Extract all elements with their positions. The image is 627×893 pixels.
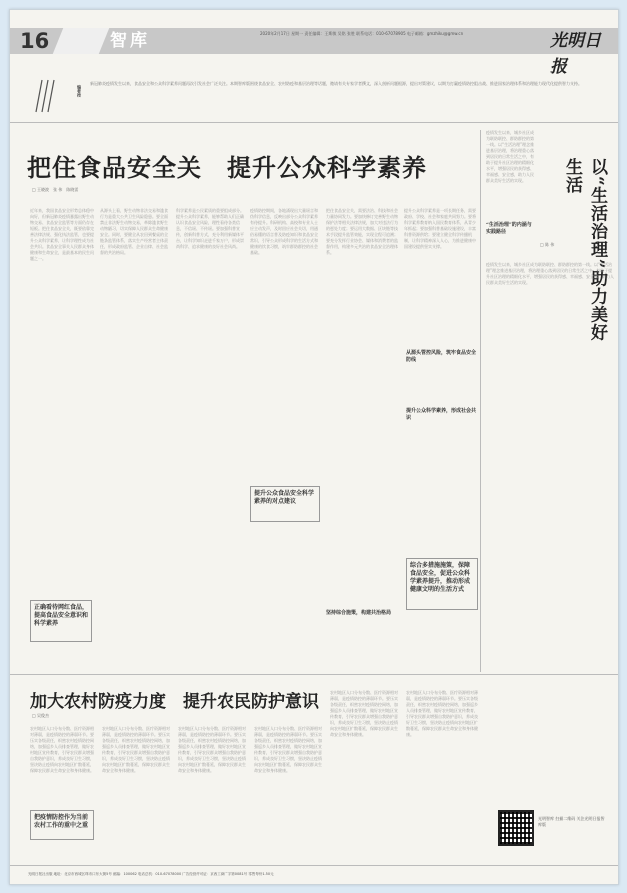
main-headline: 把住食品安全关 提升公众科学素养 bbox=[27, 153, 427, 182]
side-subhead: “生活治理”的内涵与实践路径 bbox=[486, 222, 532, 235]
article-column bbox=[250, 208, 320, 672]
column-text: 提升公众科学素养是一项长期任务，需要政府、学校、社会和家庭共同努力。要将科学素养教育纳入国民教育体系，从青少年抓起；要加强科普基础设施建设，丰富科普资源供给；要建立健全科学传播机制，让科学精神深入人心，为推进健康中国建设提供坚实支撑。 bbox=[404, 208, 476, 249]
header-meta: 2020年2月17日 星期一 责任编辑：王斯敏 吴铭 张胜 联系电话：010-67078905 电子邮箱：gmzhiku@gmw.cn bbox=[260, 31, 464, 36]
subhead: 提升公众科学素养，形成社会共识 bbox=[406, 408, 477, 421]
newspaper-page bbox=[9, 9, 619, 885]
pullquote-box: 提升公众食品安全科学素养的对点建议 bbox=[250, 486, 320, 522]
intro-text: 新冠肺炎疫情发生以来，食品安全和公众科学素养问题再次引发社会广泛关注。本期智库版围绕食品安全、农村防疫和基层治理等话题，邀请有关专家学者撰文，深入剖析问题根源，提出对策建议，以期为打赢疫情防控阻击战、推进国家治理体系和治理能力现代化提供智力支持。 bbox=[90, 81, 582, 86]
column-text: 把住食品安全关，需要法治、科技和社会力量协同发力。要加快修订完善野生动物保护法等相关法律法规，加大对违法行为的惩处力度；要运用大数据、区块链等技术手段提升监管效能，实现全程可追溯；要充分发挥行业协会、媒体和消费者的监督作用，构建多元共治的食品安全治理体系。 bbox=[326, 208, 398, 255]
qr-code-icon bbox=[498, 810, 534, 846]
main-byline: □ 王晓波 张 伟 陈晓雷 bbox=[32, 187, 79, 192]
column-text: 从源头上看，野生动物非法交易和滥食行为是重大公共卫生风险隐患。要全面禁止非法野生动物交易，革除滥食野生动物陋习，切实保障人民群众生命健康安全。同时，要健全从农田到餐桌的全链条监管体系，落实生产经营者主体责任，形成政府监管、企业自律、社会监督的共治格局。 bbox=[100, 208, 168, 255]
qr-caption: 光明智库 扫描二维码 关注光明日报智库版 bbox=[538, 816, 605, 827]
subhead: 从源头管控风险，筑牢食品安全防线 bbox=[406, 350, 477, 363]
article-column bbox=[176, 208, 244, 672]
pullquote-box: 正确看待网红食品，提高食品安全意识和科学素养 bbox=[30, 600, 92, 642]
second-byline: □ 吴俊杰 bbox=[32, 713, 50, 718]
side-article-text: 疫情发生以来，城乡社区成为联防联控、群防群控的第一线。以“生活治理”理念推进基层治理，将治理重心落到居民的日常生活之中，有助于提升社区治理的精细化水平，增强居民的获得感、幸福感、安全感，助力人民群众美好生活的实现。 bbox=[486, 262, 614, 285]
footer-text: 光明日报社出版 地址：北京市西城区珠市口东大街5号 邮编：100062 电话总机：010-67078000 广告经营许可证：京西工商广字第0081号 零售每份1.50元 bbox=[28, 872, 274, 876]
article-column: 农村地区人口分布分散、医疗资源相对薄弱，是疫情防控的薄弱环节。要压实各级责任，织密农村疫情防控网络，加强返乡人员排查管理，做好农村地区宣传教育，引导农民群众增强自我防护意识，养成良好卫生习惯，坚决防止疫情向农村地区扩散蔓延，保障农民群众生命安全和身体健康。 bbox=[102, 726, 170, 773]
pullquote-box: 综合多措施施策，保障食品安全，促进公众科学素养提升，推动形成健康文明的生活方式 bbox=[406, 558, 478, 610]
article-column: 农村地区人口分布分散、医疗资源相对薄弱，是疫情防控的薄弱环节。要压实各级责任，织密农村疫情防控网络，加强返乡人员排查管理，做好农村地区宣传教育，引导农民群众增强自我防护意识，养成良好卫生习惯，坚决防止疫情向农村地区扩散蔓延，保障农民群众生命安全和身体健康。 bbox=[254, 726, 322, 773]
article-column: 农村地区人口分布分散、医疗资源相对薄弱，是疫情防控的薄弱环节。要压实各级责任，织密农村疫情防控网络，加强返乡人员排查管理，做好农村地区宣传教育，引导农民群众增强自我防护意识，养成良好卫生习惯，坚决防止疫情向农村地区扩散蔓延，保障农民群众生命安全和身体健康。 bbox=[330, 690, 398, 737]
divider bbox=[10, 674, 618, 675]
pullquote-box: 把疫情防控作为当前农村工作的重中之重 bbox=[30, 810, 94, 840]
article-column bbox=[326, 208, 398, 672]
column-text: 疫情防控期间，各地涌现出大量谣言和伪科学信息，反映出部分公众科学素养有待提升。科研机构、高校和专业人士应主动发声，及时回应社会关切，用通俗易懂的语言普及防疫知识和食品安全常识，引导公众形成科学的生活方式和健康的饮食习惯，筑牢群防群控的社会基础。 bbox=[250, 208, 318, 255]
section-title: 智库 bbox=[110, 31, 150, 51]
column-text: 科学素养是公民素质的重要组成部分。提升公众科学素养，能够帮助人们正确认识食品安全风险，理性看待各类信息，不信谣、不传谣。要加强科普宣传，创新科普方式，充分利用新媒体平台，让科学知识走进千家万户，形成崇尚科学、追求健康的良好社会风尚。 bbox=[176, 208, 244, 249]
side-article-text: 疫情发生以来，城乡社区成为联防联控、群防群控的第一线。以“生活治理”理念推进基层治理，将治理重心落到居民的日常生活之中，有助于提升社区治理的精细化水平，增强居民的获得感、幸福感、安全感，助力人民群众美好生活的实现。 bbox=[486, 130, 535, 183]
column-text: 近年来，我国食品安全形势总体稳中向好，但新冠肺炎疫情暴露出野生动物交易、食品安全监管等方面仍存在短板。把住食品安全关，既要依靠完善法律法规、强化执法监管，也要提升公众科学素养，让科学理性成为社会共识。食品安全事关人民群众身体健康和生命安全，是最基本的民生问题之一。 bbox=[30, 208, 94, 261]
article-column: 农村地区人口分布分散、医疗资源相对薄弱，是疫情防控的薄弱环节。要压实各级责任，织密农村疫情防控网络，加强返乡人员排查管理，做好农村地区宣传教育，引导农民群众增强自我防护意识，养成良好卫生习惯，坚决防止疫情向农村地区扩散蔓延，保障农民群众生命安全和身体健康。 bbox=[30, 726, 94, 773]
intro-label: 编者按 bbox=[77, 85, 82, 97]
column-divider bbox=[480, 130, 481, 672]
divider bbox=[10, 865, 618, 866]
article-column bbox=[100, 208, 170, 672]
subhead: 坚持综合施策，构建共治格局 bbox=[326, 610, 392, 616]
side-headline: 以“生活治理”助力美好生活 bbox=[562, 158, 607, 342]
masthead-logo: 光明日报 bbox=[550, 31, 601, 77]
side-byline: □ 陈 伟 bbox=[540, 242, 555, 247]
second-headline: 加大农村防疫力度 提升农民防护意识 bbox=[30, 692, 319, 712]
article-column: 农村地区人口分布分散、医疗资源相对薄弱，是疫情防控的薄弱环节。要压实各级责任，织密农村疫情防控网络，加强返乡人员排查管理，做好农村地区宣传教育，引导农民群众增强自我防护意识，养成良好卫生习惯，坚决防止疫情向农村地区扩散蔓延，保障农民群众生命安全和身体健康。 bbox=[178, 726, 246, 773]
intro-slash-icon bbox=[28, 78, 58, 114]
page-number: 16 bbox=[20, 29, 50, 53]
article-column: 农村地区人口分布分散、医疗资源相对薄弱，是疫情防控的薄弱环节。要压实各级责任，织密农村疫情防控网络，加强返乡人员排查管理，做好农村地区宣传教育，引导农民群众增强自我防护意识，养成良好卫生习惯，坚决防止疫情向农村地区扩散蔓延，保障农民群众生命安全和身体健康。 bbox=[406, 690, 478, 737]
divider bbox=[10, 122, 618, 123]
